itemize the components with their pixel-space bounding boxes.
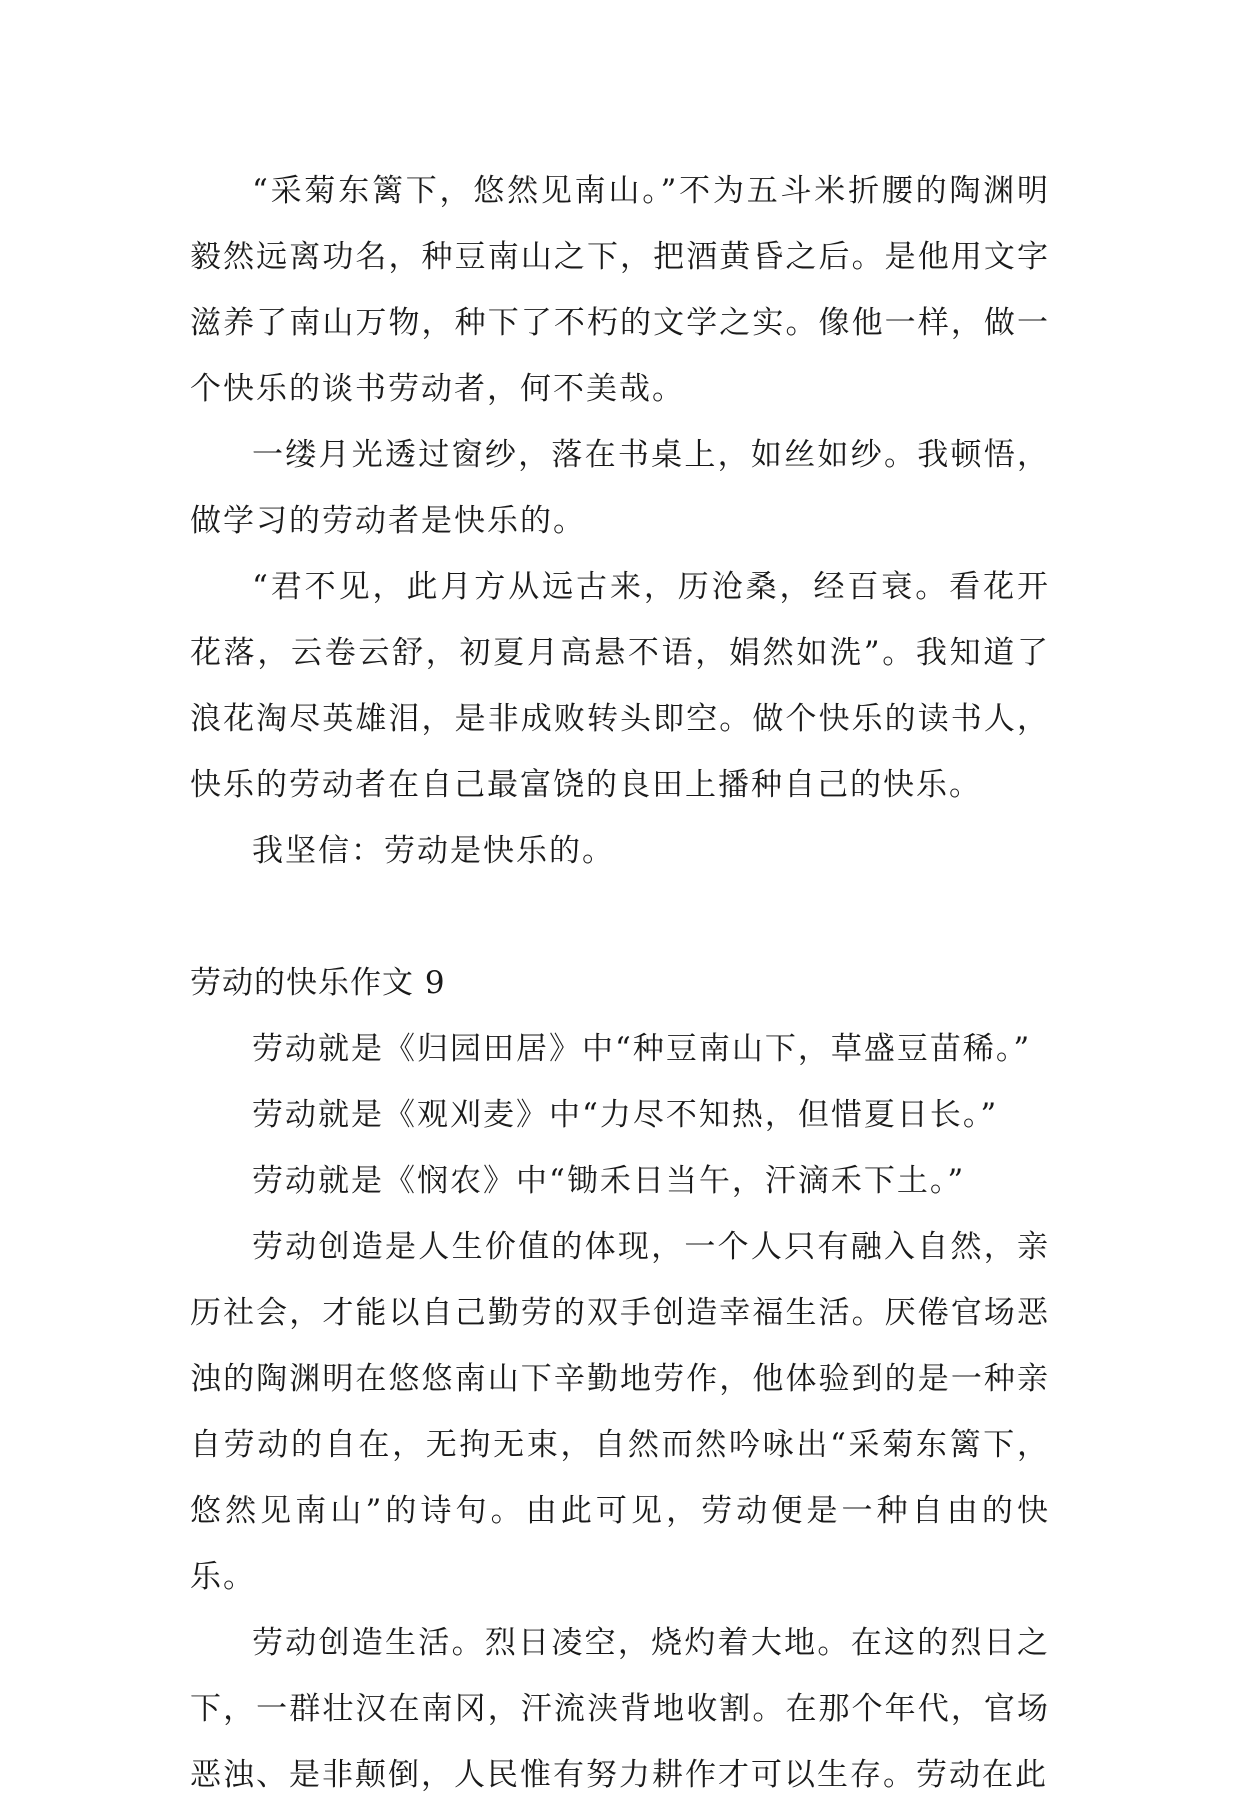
paragraph: 一缕月光透过窗纱，落在书桌上，如丝如纱。我顿悟，做学习的劳动者是快乐的。 xyxy=(190,437,1050,539)
section-gap xyxy=(190,884,1050,950)
paragraph: 我坚信：劳动是快乐的。 xyxy=(252,833,615,869)
paragraph: 劳动就是《悯农》中“锄禾日当午，汗滴禾下土。” xyxy=(252,1163,966,1199)
document-body xyxy=(190,158,1050,1808)
paragraph: “君不见，此月方从远古来，历沧桑，经百衰。看花开花落，云卷云舒，初夏月高悬不语，娟然如洗”。我知道了浪花淘尽英雄泪，是非成败转头即空。做个快乐的读书人，快乐的劳动者在自己最富饶的良田上播种自己的快乐。 xyxy=(190,569,1050,803)
paragraph: 劳动创造是人生价值的体现，一个人只有融入自然，亲历社会，才能以自己勤劳的双手创造幸福生活。厌倦官场恶浊的陶渊明在悠悠南山下辛勤地劳作，他体验到的是一种亲自劳动的自在，无拘无束，自然而然吟咏出“采菊东篱下，悠然见南山”的诗句。由此可见，劳动便是一种自由的快乐。 xyxy=(190,1229,1050,1595)
paragraph: 劳动创造生活。烈日凌空，烧灼着大地。在这的烈日之下，一群壮汉在南冈，汗流浃背地收割。在那个年代，官场恶浊、是非颠倒，人民惟有努力耕作才可以生存。劳动在此 xyxy=(190,1625,1050,1793)
paragraph: 劳动就是《观刈麦》中“力尽不知热，但惜夏日长。” xyxy=(252,1097,999,1133)
paragraph: “采菊东篱下，悠然见南山。”不为五斗米折腰的陶渊明毅然远离功名，种豆南山之下，把酒黄昏之后。是他用文字滋养了南山万物，种下了不朽的文学之实。像他一样，做一个快乐的谈书劳动者，何不美哉。 xyxy=(190,173,1050,407)
paragraph: 劳动就是《归园田居》中“种豆南山下，草盛豆苗稀。” xyxy=(252,1031,1032,1067)
section-title: 劳动的快乐作文 9 xyxy=(190,965,446,1001)
